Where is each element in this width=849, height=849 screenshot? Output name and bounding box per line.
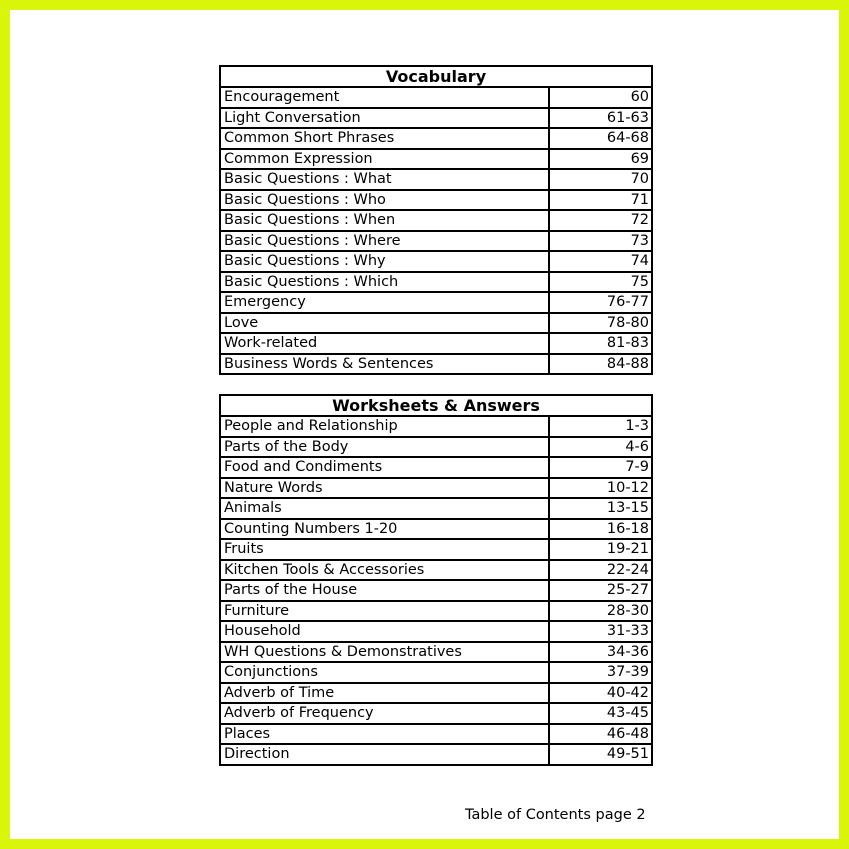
topic-cell: Conjunctions bbox=[220, 662, 549, 683]
topic-cell: Business Words & Sentences bbox=[220, 354, 549, 375]
topic-cell: Parts of the House bbox=[220, 580, 549, 601]
table-row bbox=[220, 744, 652, 765]
page-range-cell: 84-88 bbox=[549, 354, 652, 375]
page-range-cell: 60 bbox=[549, 87, 652, 108]
worksheets-table bbox=[219, 394, 653, 766]
page-range-cell: 13-15 bbox=[549, 498, 652, 519]
page-range-cell: 25-27 bbox=[549, 580, 652, 601]
section-title: Vocabulary bbox=[220, 66, 652, 87]
page-range-cell: 69 bbox=[549, 149, 652, 170]
table-row bbox=[220, 251, 652, 272]
topic-cell: Adverb of Time bbox=[220, 683, 549, 704]
page-range-cell: 28-30 bbox=[549, 601, 652, 622]
page-range-cell: 81-83 bbox=[549, 333, 652, 354]
topic-cell: Basic Questions : What bbox=[220, 169, 549, 190]
page-range-cell: 61-63 bbox=[549, 108, 652, 129]
topic-cell: Kitchen Tools & Accessories bbox=[220, 560, 549, 581]
table-row bbox=[220, 621, 652, 642]
page-range-cell: 37-39 bbox=[549, 662, 652, 683]
page-range-cell: 49-51 bbox=[549, 744, 652, 765]
topic-cell: WH Questions & Demonstratives bbox=[220, 642, 549, 663]
table-row bbox=[220, 662, 652, 683]
table-row bbox=[220, 642, 652, 663]
page-range-cell: 19-21 bbox=[549, 539, 652, 560]
page-range-cell: 64-68 bbox=[549, 128, 652, 149]
table-row bbox=[220, 601, 652, 622]
vocabulary-table bbox=[219, 65, 653, 375]
page-range-cell: 76-77 bbox=[549, 292, 652, 313]
page-range-cell: 75 bbox=[549, 272, 652, 293]
topic-cell: Places bbox=[220, 724, 549, 745]
vocabulary-rows bbox=[220, 87, 652, 374]
section-title: Worksheets & Answers bbox=[220, 395, 652, 416]
page-range-cell: 46-48 bbox=[549, 724, 652, 745]
table-header-row bbox=[220, 395, 652, 416]
table-row bbox=[220, 313, 652, 334]
table-header-row bbox=[220, 66, 652, 87]
topic-cell: Common Expression bbox=[220, 149, 549, 170]
table-row bbox=[220, 169, 652, 190]
table-row bbox=[220, 292, 652, 313]
table-row bbox=[220, 683, 652, 704]
table-row bbox=[220, 210, 652, 231]
table-row bbox=[220, 416, 652, 437]
topic-cell: Common Short Phrases bbox=[220, 128, 549, 149]
topic-cell: Encouragement bbox=[220, 87, 549, 108]
page-range-cell: 31-33 bbox=[549, 621, 652, 642]
topic-cell: Basic Questions : Which bbox=[220, 272, 549, 293]
table-row bbox=[220, 560, 652, 581]
page-range-cell: 71 bbox=[549, 190, 652, 211]
page-range-cell: 70 bbox=[549, 169, 652, 190]
table-row bbox=[220, 478, 652, 499]
table-row bbox=[220, 333, 652, 354]
page-range-cell: 40-42 bbox=[549, 683, 652, 704]
page-range-cell: 72 bbox=[549, 210, 652, 231]
worksheets-rows bbox=[220, 416, 652, 765]
table-row bbox=[220, 190, 652, 211]
table-row bbox=[220, 703, 652, 724]
table-row bbox=[220, 498, 652, 519]
topic-cell: Fruits bbox=[220, 539, 549, 560]
topic-cell: Basic Questions : When bbox=[220, 210, 549, 231]
page-range-cell: 43-45 bbox=[549, 703, 652, 724]
topic-cell: Household bbox=[220, 621, 549, 642]
topic-cell: Work-related bbox=[220, 333, 549, 354]
topic-cell: Adverb of Frequency bbox=[220, 703, 549, 724]
topic-cell: Light Conversation bbox=[220, 108, 549, 129]
page-range-cell: 73 bbox=[549, 231, 652, 252]
topic-cell: Furniture bbox=[220, 601, 549, 622]
topic-cell: Basic Questions : Who bbox=[220, 190, 549, 211]
page-range-cell: 22-24 bbox=[549, 560, 652, 581]
topic-cell: Emergency bbox=[220, 292, 549, 313]
page-range-cell: 4-6 bbox=[549, 437, 652, 458]
table-row bbox=[220, 87, 652, 108]
topic-cell: Counting Numbers 1-20 bbox=[220, 519, 549, 540]
table-row bbox=[220, 128, 652, 149]
topic-cell: People and Relationship bbox=[220, 416, 549, 437]
page-range-cell: 1-3 bbox=[549, 416, 652, 437]
page-range-cell: 16-18 bbox=[549, 519, 652, 540]
topic-cell: Love bbox=[220, 313, 549, 334]
page-range-cell: 34-36 bbox=[549, 642, 652, 663]
topic-cell: Animals bbox=[220, 498, 549, 519]
page-range-cell: 78-80 bbox=[549, 313, 652, 334]
table-row bbox=[220, 539, 652, 560]
page-footer: Table of Contents page 2 bbox=[465, 807, 646, 823]
page-range-cell: 74 bbox=[549, 251, 652, 272]
topic-cell: Basic Questions : Why bbox=[220, 251, 549, 272]
table-row bbox=[220, 149, 652, 170]
topic-cell: Basic Questions : Where bbox=[220, 231, 549, 252]
topic-cell: Parts of the Body bbox=[220, 437, 549, 458]
table-row bbox=[220, 354, 652, 375]
page-range-cell: 7-9 bbox=[549, 457, 652, 478]
table-row bbox=[220, 231, 652, 252]
table-row bbox=[220, 457, 652, 478]
table-row bbox=[220, 437, 652, 458]
table-row bbox=[220, 724, 652, 745]
table-row bbox=[220, 108, 652, 129]
page-range-cell: 10-12 bbox=[549, 478, 652, 499]
table-row bbox=[220, 272, 652, 293]
topic-cell: Nature Words bbox=[220, 478, 549, 499]
table-row bbox=[220, 519, 652, 540]
topic-cell: Direction bbox=[220, 744, 549, 765]
table-row bbox=[220, 580, 652, 601]
topic-cell: Food and Condiments bbox=[220, 457, 549, 478]
